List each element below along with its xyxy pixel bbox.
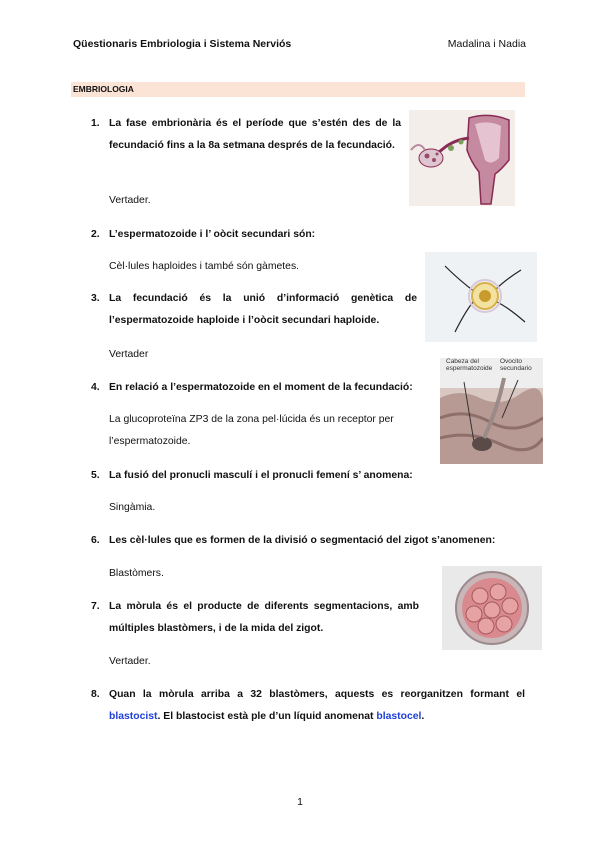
label-sperm-head: Cabeza del espermatozoide [446, 358, 493, 372]
question-text: La mòrula és el producte de diferents segmentacions, amb múltiples blastòmers, i de la mida del zigot. [109, 601, 419, 634]
question-number: 2. [91, 229, 100, 240]
question-7 [91, 596, 419, 640]
link-blastocel[interactable]: blastocel [376, 711, 422, 722]
question-number: 3. [91, 293, 100, 304]
morula-image [442, 566, 542, 650]
question-text: La fecundació és la unió d’informació genètica de l’espermatozoide haploide i l’oòcit secundari haploide. [109, 293, 417, 326]
question-3 [91, 288, 417, 332]
question-number: 5. [91, 470, 100, 481]
question-number: 6. [91, 535, 100, 546]
answer-7: Vertader. [109, 656, 151, 667]
question-4 [91, 377, 431, 399]
question-text: L’espermatozoide i l’ oòcit secundari són: [109, 229, 316, 240]
header-authors: Madalina i Nadia [447, 38, 526, 50]
fecundation-micrograph-image [440, 358, 543, 464]
uterus-ovary-image [409, 110, 515, 206]
question-text: Quan la mòrula arriba a 32 blastòmers, aquests es reorganitzen formant el blastocist. El blastocist està ple d’un líquid anomenat blastocel. [109, 689, 525, 722]
question-8 [91, 684, 525, 728]
question-1 [91, 113, 401, 157]
question-number: 4. [91, 382, 100, 393]
sperm-oocyte-image [425, 252, 537, 342]
answer-3: Vertader [109, 349, 149, 360]
answer-6: Blastòmers. [109, 568, 164, 579]
question-number: 7. [91, 601, 100, 612]
label-oocyte: Ovocito secundario [500, 358, 532, 372]
question-2 [91, 224, 401, 246]
answer-1: Vertader. [109, 195, 151, 206]
question-text: Les cèl·lules que es formen de la divisió o segmentació del zigot s’anomenen: [109, 535, 496, 546]
header-title: Qüestionaris Embriologia i Sistema Nerviós [73, 38, 292, 50]
section-heading: EMBRIOLOGIA [71, 82, 525, 97]
link-blastocist[interactable]: blastocist [109, 711, 158, 722]
question-number: 8. [91, 689, 100, 700]
question-5 [91, 465, 431, 487]
answer-4: La glucoproteïna ZP3 de la zona pel·lúcida és un receptor per l’espermatozoide. [109, 414, 394, 447]
answer-5: Singàmia. [109, 502, 156, 513]
question-text: La fusió del pronucli masculí i el pronucli femení s’ anomena: [109, 470, 413, 481]
question-text: En relació a l’espermatozoide en el moment de la fecundació: [109, 382, 413, 393]
answer-2: Cèl·lules haploides i també són gàmetes. [109, 261, 300, 272]
question-6 [91, 530, 531, 552]
question-text: La fase embrionària és el període que s’estén des de la fecundació fins a la 8a setmana després de la fecundació. [109, 118, 401, 151]
question-number: 1. [91, 118, 100, 129]
page-number: 1 [297, 796, 303, 808]
